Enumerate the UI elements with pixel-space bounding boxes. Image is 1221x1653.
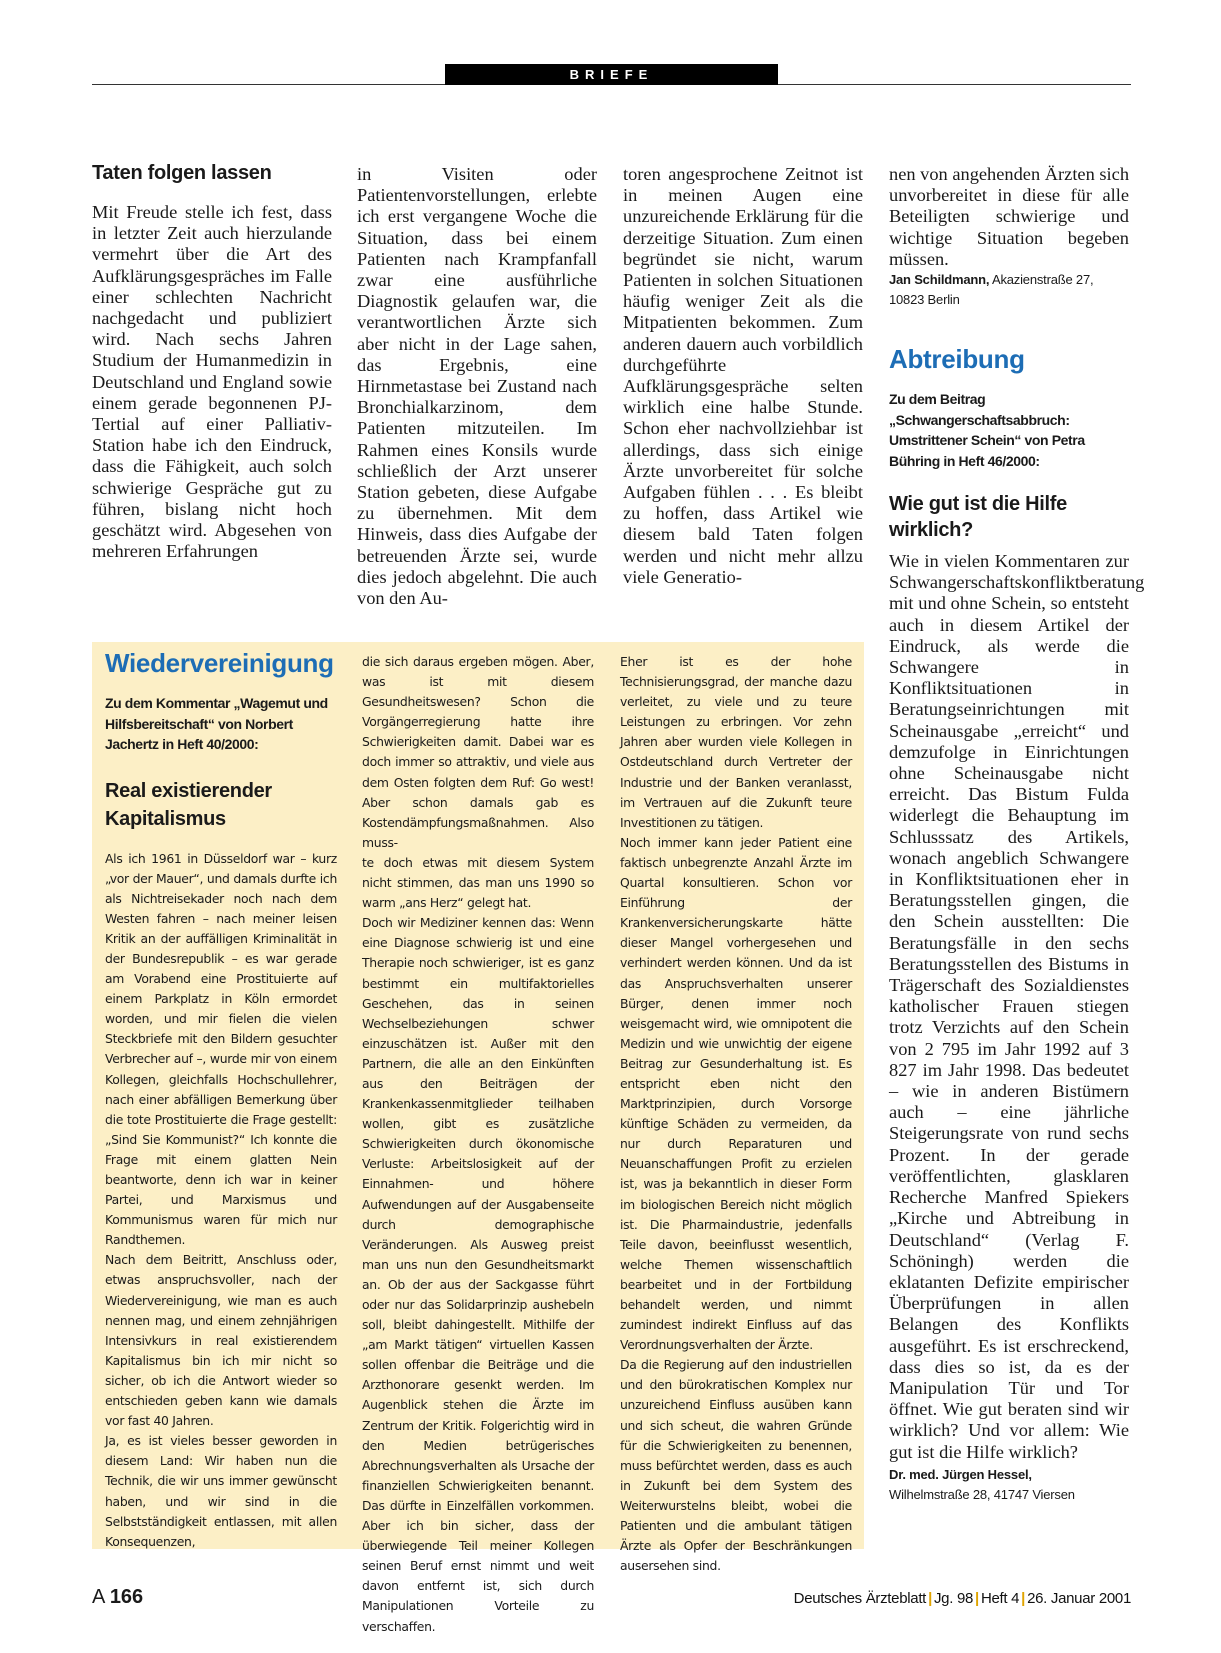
letter1-column1	[92, 160, 332, 562]
journal-name: Deutsches Ärzteblatt	[793, 1590, 927, 1607]
letter2-topic: Wiedervereinigung	[105, 648, 334, 678]
letter2-col3-paragraph1: Eher ist es der hohe Technisierungsgrad, der manche dazu verleitet, zu viele und zu teure Leistungen zu erbringen. Vor zehn Jahren aber wurden viele Kollegen in Ostdeutschland durch Vertreter der Industrie und der Banken veranlasst, im Vertrauen auf die Zukunft teure Investitionen zu tätigen.	[620, 654, 852, 830]
journal-issue: Heft 4	[980, 1590, 1020, 1607]
letter1-text-col3: toren angesprochene Zeitnot ist in meinen Augen eine unzureichende Erklärung für die derzeitige Situation. Zum einen begründet sie nicht, warum Patienten in solchen Situationen häufig weniger Zeit als die Mitpatienten bekommen. Zum anderen dauern auch vorbildlich durchgeführte Aufklärungsgespräche selten wirklich eine halbe Stunde. Schon eher nachvollziehbar ist allerdings, dass sich einige Ärzte unvorbereitet für solche Aufgaben fühlen . . . Es bleibt zu hoffen, dass Artikel wie diesem bald Taten folgen werden und nicht mehr allzu viele Generatio-	[623, 164, 863, 587]
letter3-block	[889, 344, 1145, 1505]
letter1-heading: Taten folgen lassen	[92, 162, 272, 184]
letter2-col1-paragraph2: Nach dem Beitritt, Anschluss oder, etwas anspruchsvoller, nach der Wiedervereinigung, wie man es auch nennen mag, und einem zehnjährigen Intensivkurs in real existierendem Kapitalismus bin ich mir nicht so sicher, ob ich die Antwort wieder so entschieden geben kann wie damals vor fast 40 Jahren.	[105, 1252, 337, 1429]
letter1-column4	[889, 164, 1129, 310]
letter3-signature-address: Wilhelmstraße 28, 41747 Viersen	[889, 1486, 1075, 1502]
page-footer	[92, 1586, 1131, 1616]
letter2-column1	[105, 648, 337, 1552]
letter1-column3	[623, 164, 863, 588]
letter2-heading: Real existierender Kapitalismus	[105, 779, 272, 830]
letter2-col2-paragraph3: Doch wir Mediziner kennen das: Wenn eine Diagnose schwierig ist und eine Therapie noch schwieriger, ist es ganz bestimmt ein multifaktorielles Geschehen, das in seinen Wechselbeziehungen schwer einzuschätzen ist. Außer mit den Partnern, die alle an den Einkünften aus den Beiträgen der Krankenkassenmitglieder teilhaben wollen, gibt es zusätzliche Schwierigkeiten durch ökonomische Verluste: Arbeitslosigkeit auf der Einnahmen- und höhere Aufwendungen auf der Ausgabenseite durch demographische Veränderungen. Als Ausweg preist man uns nun den Gesundheitsmarkt an. Ob der aus der Sackgasse führt oder nur das Solidarprinzip aushebeln soll, bleibt dahingestellt. Mithilfe der „am Markt tätigen“ virtuellen Kassen sollen offenbar die Beiträge und die Arzthonorare gesenkt werden. Im Augenblick stehen die Ärzte im Zentrum der Kritik. Folgerichtig wird in den Medien betrügerisches Abrechnungsverhalten als Ursache der finanziellen Schwierigkeiten benannt. Das dürfte in Einzelfällen vorkommen. Aber ich bin sicher, dass der überwiegende Teil meiner Kollegen seinen Beruf ernst nimmt und weit davon entfernt ist, sich durch Manipulationen Vorteile zu verschaffen.	[362, 915, 594, 1634]
footer-separator: |	[1021, 1590, 1026, 1607]
letter2-column2	[362, 652, 594, 1637]
letter3-topic: Abtreibung	[889, 344, 1025, 374]
page-number	[92, 1586, 143, 1609]
letter1-signature-name: Jan Schildmann,	[889, 272, 990, 288]
letter3-heading: Wie gut ist die Hilfe wirklich?	[889, 493, 1067, 541]
letter2-col3-paragraph3: Da die Regierung auf den industriellen und den bürokratischen Komplex nur unzureichend Einfluss ausüben kann und sich scheut, die wahren Gründe für die Schwierigkeiten zu benennen, muss befürchtet werden, dass es auch in Zukunft bei dem System des Weiterwurstelns bleibt, wobei die Patienten und die ambulant tätigen Ärzte als Opfer der Beschränkungen ausersehen sind.	[620, 1357, 852, 1574]
page-prefix: A	[92, 1586, 105, 1608]
journal-info	[794, 1590, 1131, 1607]
letter2-intro: Zu dem Kommentar „Wagemut und Hilfsbereitschaft“ von Norbert Jachertz in Heft 40/2000:	[105, 695, 328, 752]
letter1-text-col4: nen von angehenden Ärzten sich unvorbereitet in diese für alle Beteiligten schwierige und wichtige Situation begeben müssen.	[889, 164, 1130, 269]
letter2-col1-paragraph1: Als ich 1961 in Düsseldorf war – kurz „vor der Mauer“, und damals durfte ich als Nichtreisekader noch nach dem Westen fahren – nach meiner leisen Kritik an der auffälligen Kriminalität in der Bundesrepublik – es war gerade am Vorabend eine Prostituierte auf einem Parkplatz in Köln ermordet worden, und mir fielen die vielen Steckbriefe mit den Bildern gesuchter Verbrecher auf –, wurde mir von einem Kollegen, gleichfalls Hochschullehrer, nach einer abfälligen Bemerkung über die tote Prostituierte die Frage gestellt: „Sind Sie Kommunist?“ Ich konnte die Frage mit einem glatten Nein beantworte, denn ich war in keiner Partei, und Marxismus und Kommunismus waren für mich nur Randthemen.	[105, 850, 337, 1248]
letter1-signature	[889, 270, 1129, 310]
letter2-col3-paragraph2: Noch immer kann jeder Patient eine faktisch unbegrenzte Anzahl Ärzte im Quartal konsultieren. Schon vor Einführung der Krankenversicherungskarte hätte dieser Mangel vorhergesehen und verhindert werden können. Und da ist das Anspruchsverhalten unserer Bürger, denen immer noch weisgemacht wird, wie omnipotent die Medizin und wie unwichtig der eigene Beitrag zur Gesunderhaltung ist. Es entspricht eben nicht den Marktprinzipien, durch Vorsorge künftige Schäden zu vermeiden, da nur durch Reparaturen und Neuanschaffungen Profit zu erzielen ist, was ja bekanntlich in dieser Form im biologischen Bereich nicht möglich ist. Die Pharmaindustrie, jedenfalls Teile davon, beeinflusst wesentlich, welche Themen wissenschaftlich bearbeitet und in der Fortbildung behandelt werden, und nimmt zumindest indirekt Einfluss auf das Verordnungsverhalten der Ärzte.	[620, 834, 852, 1353]
letter1-signature-address: Akazienstraße 27,	[989, 272, 1094, 288]
footer-separator: |	[975, 1590, 979, 1607]
letter3-body: Wie in vielen Kommentaren zur Schwangerschaftskonfliktberatung mit und ohne Schein, so entsteht auch in diesem Artikel der Eindruck, als werde die Schwangere in Konfliktsituationen in Beratungseinrichtungen mit Scheinausgabe „erreicht“ und demzufolge in Einrichtungen ohne Scheinausgabe nicht erreicht. Das Bistum Fulda widerlegt die Behauptung im Schlusssatz des Artikels, wonach angeblich Schwangere in Konfliktsituationen eher in Beratungsstellen gingen, die den Schein ausstellten: Die Beratungsfälle in den sechs Beratungsstellen des Bistums in Trägerschaft des Sozialdienstes katholischer Frauen stiegen trotz Verzichts auf den Schein von 2 795 im Jahr 1992 auf 3 827 im Jahr 1998. Das bedeutet – wie in anderen Bistümern auch – eine jährliche Steigerungsrate von rund sechs Prozent. In der gerade veröffentlichten, glasklaren Recherche Manfred Spiekers „Kirche und Abtreibung in Deutschland“ (Verlag F. Schöningh) werden die eklatanten Defizite empirischer Überprüfungen in allen Belangen des Konflikts ausgeführt. Es ist erschreckend, dass dies so ist, da es der Manipulation Tür und Tor öffnet. Wie gut beraten sind wir wirklich? Und vor allem: Wie gut ist die Hilfe wirklich?	[889, 551, 1145, 1462]
letter2-column3	[620, 652, 852, 1576]
letter3-signature	[889, 1465, 1129, 1505]
letter3-intro: Zu dem Beitrag „Schwangerschaftsabbruch: Umstrittener Schein“ von Petra Bühring in Heft 46/2000:	[889, 391, 1085, 469]
letter2-col1-paragraph3: Ja, es ist vieles besser geworden in diesem Land: Wir haben nun die Technik, die wir uns immer gewünscht haben, und wir sind in die Selbstständigkeit entlassen, mit allen Konsequenzen,	[105, 1433, 337, 1549]
footer-separator: |	[928, 1590, 932, 1607]
letter3-signature-name: Dr. med. Jürgen Hessel,	[889, 1466, 1032, 1482]
journal-volume: Jg. 98	[933, 1590, 974, 1607]
letter1-text-col2: in Visiten oder Patientenvorstellungen, erlebte ich erst vergangene Woche die Situation, dass bei einem Patienten nach Krampfanfall zwar eine ausführliche Diagnostik gelaufen war, die verantwortlichen Ärzte sich aber nicht in der Lage sahen, das Ergebnis, eine Hirnmetastase bei Zustand nach Bronchialkarzinom, dem Patienten mitzuteilen. Im Rahmen eines Konsils wurde schließlich der Arzt unserer Station gebeten, diese Aufgabe zu übernehmen. Mit dem Hinweis, dass dies Aufgabe der betreuenden Ärzte sei, wurde dies jedoch abgelehnt. Die auch von den Au-	[357, 164, 597, 609]
letter1-column2	[357, 164, 597, 609]
letter1-signature-city: 10823 Berlin	[889, 292, 960, 308]
letter2-col2-paragraph2: te doch etwas mit diesem System nicht stimmen, das man uns 1990 so warm „ans Herz“ gelegt hat.	[362, 854, 594, 911]
page-number-value: 166	[109, 1586, 144, 1608]
journal-date: 26. Januar 2001	[1027, 1590, 1131, 1607]
letter2-col2-paragraph1: die sich daraus ergeben mögen. Aber, was ist mit diesem Gesundheitswesen? Schon die Vorgängerregierung hatte ihre Schwierigkeiten damit. Dabei war es doch immer so attraktiv, und viele aus dem Osten folgten dem Ruf: Go west! Aber schon damals gab es Kostendämpfungsmaßnahmen. Also muss-	[362, 654, 594, 850]
letter1-text-col1: Mit Freude stelle ich fest, dass in letzter Zeit auch hierzulande vermehrt über die Art des Aufklärungsgespräches im Falle einer schlechten Nachricht nachgedacht und publiziert wird. Nach sechs Jahren Studium der Humanmedizin in Deutschland und England sowie einem gerade begonnenen PJ-Tertial auf einer Palliativ-Station habe ich den Eindruck, dass die Fähigkeit, auch solch schwierige Gespräche gut zu führen, bislang nicht hoch geschätzt wird. Abgesehen von mehreren Erfahrungen	[92, 202, 332, 562]
section-label: BRIEFE	[445, 64, 778, 85]
